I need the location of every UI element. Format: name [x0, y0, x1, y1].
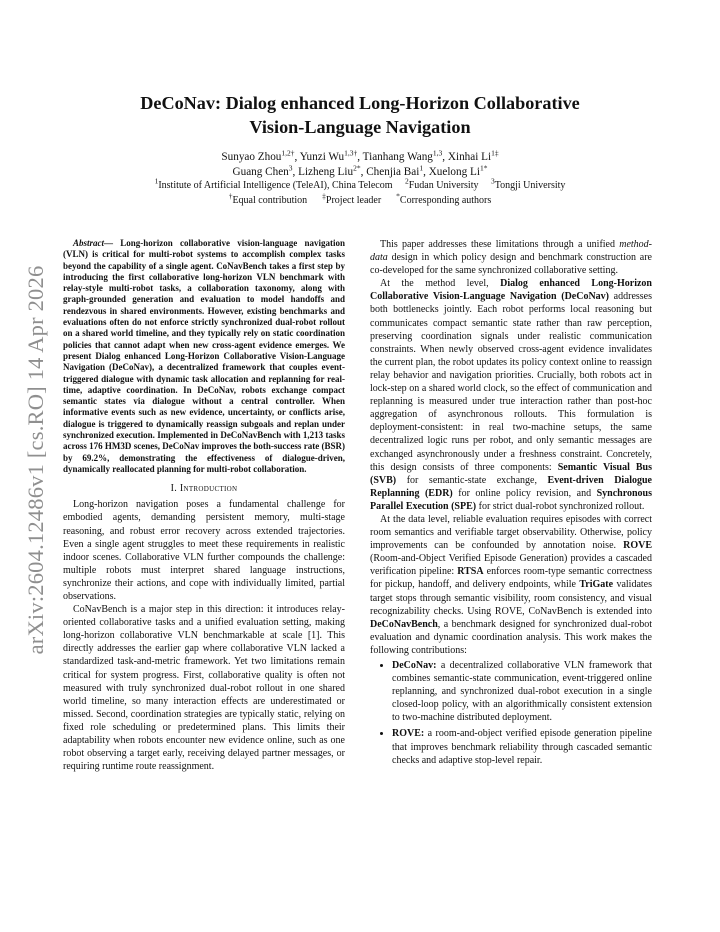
- author-notes-line: [80, 191, 640, 209]
- author-mark: 1‡: [491, 148, 499, 158]
- title-line-2: Vision-Language Navigation: [249, 117, 471, 137]
- list-item: [392, 727, 652, 766]
- author-note: Project leader: [325, 194, 382, 206]
- bold-term: RTSA: [457, 566, 484, 578]
- author-name: Sunyao Zhou: [221, 151, 282, 163]
- author-note: Corresponding authors: [399, 194, 492, 206]
- right-column: [370, 238, 652, 770]
- author-name: Yunzi Wu: [299, 151, 345, 163]
- affiliation: Tongji University: [494, 180, 566, 191]
- text-run: At the method level,: [380, 278, 501, 290]
- text-run: for online policy revision, and: [452, 487, 597, 499]
- text-run: for strict dual-robot synchronized rollout.: [476, 500, 645, 512]
- author-separator: ,: [360, 165, 367, 178]
- right-paragraph-2: [370, 277, 652, 513]
- abstract: [63, 238, 345, 475]
- author-name: Lizheng Liu: [298, 165, 354, 178]
- arxiv-sidebar-stamp: [14, 250, 58, 670]
- author-separator: ,: [423, 165, 429, 178]
- section-heading: [63, 482, 345, 495]
- contribution-text: a decentralized collaborative VLN framework that combines semantic-state communication, event-triggered online replanning, and synchronized dual-robot execution in a single closed-loop policy, with an algorithmically consistent extension to two-machine distributed deployment.: [392, 660, 652, 724]
- author-separator: ,: [357, 151, 363, 163]
- bold-term: Semantic Visual Bus (SVB): [370, 461, 652, 486]
- author-mark: 3: [288, 162, 293, 172]
- section-title: Introduction: [179, 483, 238, 495]
- author-mark: 1,3†: [344, 148, 358, 158]
- bold-term: TriGate: [579, 579, 614, 591]
- author-mark: 1*: [479, 162, 488, 172]
- left-column: [63, 238, 345, 773]
- section-number: I.: [170, 483, 180, 495]
- text-run: design in which policy design and benchmark construction are co-developed for the same synchronized collaborative setting.: [370, 252, 652, 277]
- author-mark: 1: [419, 162, 424, 172]
- author-mark: 2*: [353, 162, 361, 172]
- author-block: [80, 150, 640, 208]
- affiliation: Fudan University: [408, 180, 479, 191]
- author-name: Xinhai Li: [447, 151, 492, 163]
- author-name: Xuelong Li: [428, 165, 480, 178]
- note-mark: †: [228, 191, 233, 201]
- emphasis: method-data: [370, 239, 652, 264]
- note-mark: *: [396, 191, 400, 201]
- text-run: At the data level, reliable evaluation requires episodes with correct room semantics and verifiable target observability. Otherwise, policy improvements can be confounded by annotation noise.: [370, 513, 652, 552]
- author-separator: ,: [294, 151, 300, 163]
- affiliation-line: [80, 176, 640, 194]
- text-run: addresses both bottlenecks jointly. Each robot performs local reasoning but communicates compact semantic state rather than raw perception, preserving coordination signals under realistic communication constraints. When newly observed cross-agent evidence invalidates the current plan, the robot updates its policy context online to reassign relay behavior and navigation priorities. Crucially, both robots act in lock-step on a shared world clock, so the effect of communication and replanning is measured under true interaction rather than post-hoc aggregation of asynchronous rollouts. This formulation is deployment-consistent: in real two-machine setups, the same decentralized logic runs per robot, and only semantic messages are exchanged asynchronously under a freshness constraint. Concretely, this design consists of three components:: [370, 291, 653, 473]
- text-run: , a benchmark designed for synchronized dual-robot evaluation and dynamic coordination analysis. This work makes the following contributions:: [370, 618, 652, 656]
- text-run: enforces room-type semantic correctness for pickup, handoff, and delivery endpoints, while: [370, 566, 652, 591]
- author-name: Chenjia Bai: [366, 165, 420, 178]
- author-mark: 1,2†: [281, 148, 295, 158]
- text-run: This paper addresses these limitations through a unified: [380, 239, 620, 250]
- author-note: Equal contribution: [232, 194, 308, 206]
- text-run: for semantic-state exchange,: [396, 474, 548, 486]
- right-paragraph-3: [370, 513, 652, 657]
- contributions-list: [370, 659, 652, 767]
- bold-term: ROVE: [623, 540, 652, 552]
- paper-title: [80, 91, 640, 139]
- contribution-text: a room-and-object verified episode generation pipeline that improves benchmark reliability through cascaded semantic checks and adaptive stop-level repair.: [392, 728, 652, 766]
- bold-term: Event-driven Dialogue Replanning (EDR): [370, 474, 652, 499]
- title-line-1: DeCoNav: Dialog enhanced Long-Horizon Collaborative: [140, 93, 580, 113]
- text-run: validates target stops through semantic visibility, room consistency, and visual recognizability checks. Using ROVE, CoNavBench is extended into: [370, 579, 652, 617]
- author-name: Tianhang Wang: [362, 151, 433, 163]
- affiliation-mark: 2: [405, 176, 409, 186]
- right-paragraph-1: [370, 238, 652, 277]
- intro-paragraph-1: Long-horizon navigation poses a fundamental challenge for embodied agents, demanding persistent memory, multi-stage reasoning, and robust error recovery across extended trajectories. Even a single agent struggles to meet these requirements in realistic indoor scenes. Collaborative VLN further compounds the challenge: multiple robots must interpret shared language instructions, synchronize their actions, and cope with individually limited, partial observations.: [63, 499, 345, 602]
- author-name: Guang Chen: [232, 165, 289, 178]
- arxiv-identifier: arXiv:2604.12486v1 [cs.RO] 14 Apr 2026: [23, 265, 48, 655]
- abstract-text: Long-horizon collaborative vision-language navigation (VLN) is critical for multi-robot systems to accomplish complex tasks beyond the capability of a single agent. CoNavBench takes a first step by introducing the first collaborative long-horizon VLN benchmark with relay-style multi-robot tasks, a collaboration taxonomy, along with graph-grounded generation and evaluation to model handoffs and rendezvous in shared environments. However, existing benchmarks and evaluations often do not enforce strictly synchronized dual-robot rollout on a shared world timeline, and they typically rely on static coordination policies that cannot adapt when new cross-agent evidence emerges. We present Dialog enhanced Long-Horizon Collaborative Vision-Language Navigation (DeCoNav), a decentralized framework that couples event-triggered dialogue with dynamic task allocation and replanning for real-time, adaptive coordination. In DeCoNav, robots exchange compact semantic states via dialogue without a central controller. When informative events such as new evidence, uncertainty, or conflicts arise, dialogue is triggered to dynamically reassign subgoals and replan under synchronized execution. Implemented in DeCoNavBench with 1,213 tasks across 176 HM3D scenes, DeCoNav improves the both-success rate (BSR) by 69.2%, demonstrating the effectiveness of dialogue-driven, dynamically reallocated planning for multi-robot collaboration.: [63, 238, 346, 474]
- intro-paragraph-2: CoNavBench is a major step in this direction: it introduces relay-oriented collaborative tasks and a unified evaluation setting, making long-horizon collaborative VLN benchmarkable at scale [1]. This directly addresses the earlier gap where collaborative VLN lacked a standardized task-and-metric framework. Yet two limitations remain critical for system progress. First, collaborative quality is often not measured with truly synchronized dual-robot rollout in one shared world timeline, so many interaction effects are underestimated or missed. Second, coordination strategies are typically static, relying on fixed role scheduling or predetermined plans. This limits their adaptability when robots encounter new evidence online, such as one robot observing a target early, receiving delayed partner messages, or requiring runtime route reassignment.: [63, 604, 345, 773]
- contribution-head: DeCoNav:: [392, 660, 437, 671]
- text-run: (Room-and-Object Verified Episode Generation) provides a cascaded verification pipeline:: [370, 553, 652, 578]
- abstract-label: Abstract: [73, 238, 105, 248]
- author-mark: 1,3: [432, 148, 443, 158]
- abstract-dash: —: [104, 238, 121, 248]
- affiliation-mark: 1: [154, 176, 159, 186]
- bold-term: Synchronous Parallel Execution (SPE): [370, 487, 652, 512]
- bold-term: Dialog enhanced Long-Horizon Collaborative Vision-Language Navigation (DeCoNav): [370, 278, 652, 303]
- bold-term: DeCoNavBench: [370, 618, 438, 630]
- note-mark: ‡: [322, 191, 326, 201]
- author-separator: ,: [442, 151, 448, 163]
- author-line-2: [80, 162, 640, 180]
- affiliation: Institute of Artificial Intelligence (TeleAI), China Telecom: [158, 180, 393, 191]
- list-item: [392, 659, 652, 724]
- affiliation-mark: 3: [490, 176, 495, 186]
- contribution-head: ROVE:: [392, 728, 425, 740]
- author-separator: ,: [292, 165, 299, 178]
